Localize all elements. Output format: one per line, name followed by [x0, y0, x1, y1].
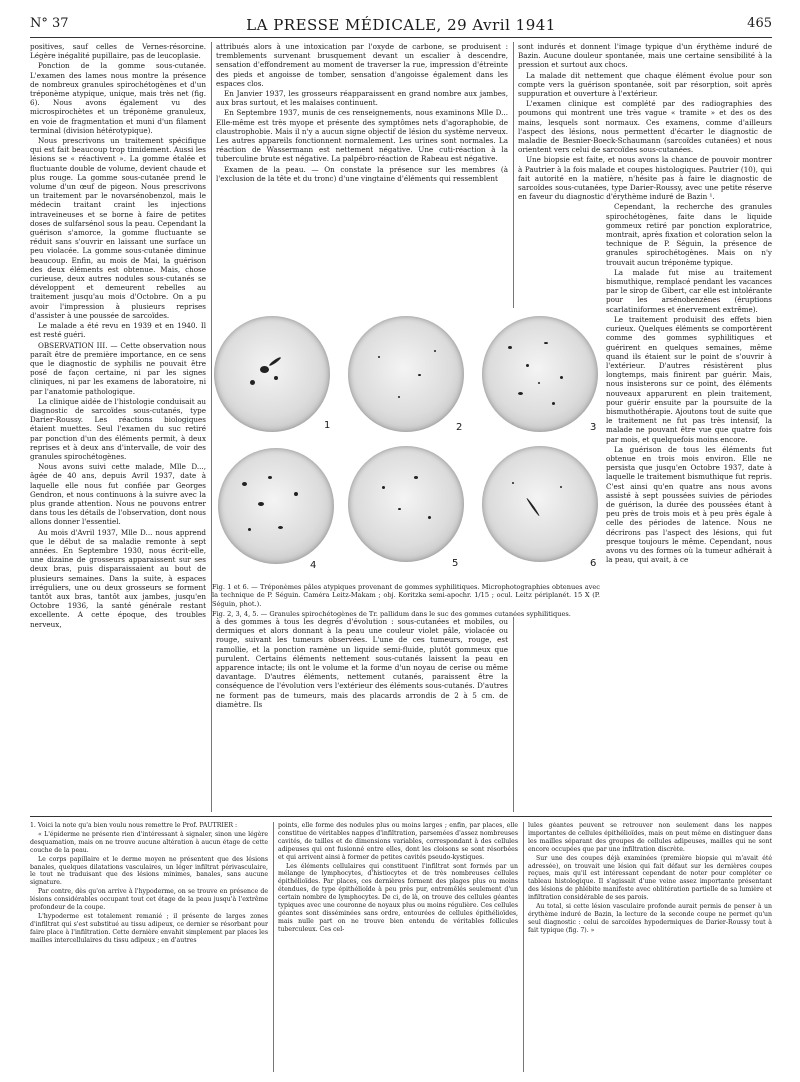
paragraph: La clinique aidée de l'histologie conduisait au diagnostic de sarcoïdes sous-cutanés, type Darier-Roussy. Les réactions biologiques étaient muettes. Seul l'examen du suc retiré par ponction d'un des éléments permit, à deux reprises et à deux ans d'intervalle, de voir des granules spirochétogènes. [30, 396, 206, 461]
granule-mark [560, 486, 562, 488]
granule-mark [268, 476, 272, 479]
footnote-paragraph: points, elle forme des nodules plus ou moins larges ; enfin, par places, elle constitue de véritables nappes d'infiltration, parsemées d'assez nombreuses cavités, de tailles et de dimensions variables, correspondant à des cellules adipeuses qui ont fusionné entre elles, dont les cloisons se sont résorbées et qui arrivent ainsi à former de petites cavités pseudo-kystiques. [278, 822, 518, 861]
footnote-paragraph: Au total, si cette lésion vasculaire profonde aurait permis de penser à un érythème induré de Bazin, la lecture de la seconde coupe ne permet qu'un seul diagnostic : celui de sarcoïdes hypodermiques de Darier-Roussy tout à fait typique (fig. 7). » [528, 903, 772, 934]
footnote-column-right [528, 822, 772, 1072]
paragraph: Ponction de la gomme sous-cutanée. L'examen des lames nous montre la présence de nombreux granules spirochétogènes et d'un tréponème atypique, unique, mais très net (fig. 6). Nous avons également vu des microspirochètes et un tréponème granuleux, en voie de fragmentation et muni d'un filament terminal (division hétérotypique). [30, 61, 206, 135]
treponeme-mark [260, 366, 269, 373]
plate-1 [214, 316, 330, 432]
granule-mark [518, 392, 523, 395]
paragraph: OBSERVATION III. — Cette observation nous paraît être de première importance, en ce sens que le diagnostic de syphilis ne pouvait être posé de façon certaine, ni par les signes cliniques, ni par les examens de laboratoire, ni par l'anatomie pathologique. [30, 340, 206, 396]
granule-mark [428, 516, 431, 519]
granule-mark [250, 380, 255, 385]
paragraph: En Septembre 1937, munis de ces renseignements, nous examinons Mlle D... Elle-même est très myope et présente des symptômes nets d'agoraphobie, de claustrophobie. Mais il n'y a aucun signe objectif de lésion du système nerveux. Les autres appareils fonctionnent normalement. Les urines sont normales. La réaction de Wassermann est nettement négative. Une cuti-réaction à la tuberculine brute est négative. La palpébro-réaction de Rabeau est négative. [216, 108, 508, 164]
text-column-2-bottom [216, 617, 508, 812]
microphotograph-figure [212, 312, 600, 574]
footnote-paragraph: 1. Voici la note qu'a bien voulu nous remettre le Prof. PAUTRIER : [30, 822, 238, 829]
page-header [30, 16, 772, 36]
footnote-paragraph: Le corps papillaire et le derme moyen ne présentent que des lésions banales, quelques dilatations vasculaires, un léger infiltrat périvasculaire, le tout ne traduisant que des lésions minimes, banales, sans aucune signature. [30, 855, 268, 887]
plate-6-label: 6 [590, 558, 597, 569]
footnote-column-middle [278, 822, 518, 1072]
plate-5-label: 5 [452, 558, 459, 569]
footnote-paragraph: « L'épiderme ne présente rien d'intéressant à signaler, sinon une légère desquamation, mais on ne trouve aucune altération à aucun étage de cette couche de la peau. [30, 830, 268, 854]
column-divider [513, 617, 514, 812]
granule-mark [544, 342, 548, 344]
footnote-paragraph: Les éléments cellulaires qui constituent l'infiltrat sont formés par un mélange de lymphocytes, d'histiocytes et de très nombreuses cellules épithélioïdes. Par places, ces dernières forment des plages plus ou moins étendues, de type épithélioïde à peu près pur, entremêlés seulement d'un certain nombre de lymphocytes. De ci, de là, on trouve des cellules géantes typiques avec une couronne de noyaux plus ou moins régulière. Ces cellules géantes sont disséminées sans ordre, entourées de cellules épithélioïdes, mais nulle part on ne trouve bien entendu de véritables follicules tuberculeux. Ces cel- [278, 862, 518, 933]
footnote-rule [30, 816, 772, 817]
paragraph: à des gommes à tous les degrés d'évolution : sous-cutanées et mobiles, ou dermiques et alors donnant à la peau une couleur violet pâle, violacée ou rouge, suivant les tumeurs observées. L'une de ces tumeurs, rouge, est ramollie, et la ponction ramène un liquide semi-fluide, plutôt gommeux que purulent. Certains éléments nettement sous-cutanés laissent la peau en apparence intacte; ils ont le volume et la forme d'un noyau de cerise ou même davantage. D'autres éléments, nettement cutanés, paraissent être la conséquence de l'évolution vers l'extérieur des éléments sous-cutanés. D'autres ne forment pas de tumeurs, mais des placards arrondis de 2 à 5 cm. de diamètre. Ils [216, 617, 508, 709]
paragraph: Une biopsie est faite, et nous avons la chance de pouvoir montrer à Pautrier à la fois malade et coupes histologiques. Pautrier (10), qui fait autorité en la matière, n'hésite pas à faire le diagnostic de sarcoïdes sous-cutanées, type Darier-Roussy, avec une petite réserve en faveur du diagnostic d'érythème induré de Bazin ¹. [518, 155, 772, 202]
text-column-2-top [216, 42, 508, 308]
paragraph: Nous avons suivi cette malade, Mlle D..., âgée de 40 ans, depuis Avril 1937, date à laquelle elle nous fut confiée par Georges Gendron, et nous continuons à la suivre avec la plus grande attention. Nous ne pouvons entrer dans tous les détails de l'observation, dont nous allons donner l'essentiel. [30, 462, 206, 527]
plate-6 [482, 446, 598, 562]
granule-mark [278, 526, 283, 529]
treponeme-mark [268, 356, 281, 366]
granule-mark [434, 350, 436, 352]
granule-mark [294, 492, 298, 496]
granule-mark [552, 402, 555, 405]
column-divider [513, 42, 514, 308]
figure-caption [212, 583, 600, 621]
paragraph: sont indurés et donnent l'image typique d'un érythème induré de Bazin. Aucune douleur spontanée, mais une certaine sensibilité à la pression et surtout aux chocs. [518, 42, 772, 70]
paragraph: La guérison de tous les éléments fut obtenue en trois mois environ. Elle ne persista que jusqu'en Octobre 1937, date à laquelle le traitement bismuthique fut repris. C'est ainsi qu'en quatre ans nous avons assisté à sept poussées suivies de périodes de guérison, la durée des poussées étant à peu près de trois mois et à peu près égale à celle des périodes de latence. Nous ne décrirons pas l'aspect des lésions, qui fut presque toujours le même. Cependant, nous avons vu des formes où la tumeur adhérait à la peau, qui avait, à ce [606, 444, 772, 565]
text-column-1 [30, 42, 206, 812]
footnote-column-left [30, 822, 268, 1072]
column-divider [273, 822, 274, 1072]
paragraph: La malade dit nettement que chaque élément évolue pour son compte vers la guérison spontanée, soit par résorption, soit après suppuration et ouverture à l'extérieur. [518, 70, 772, 99]
footnote-paragraph: L'hypoderme est totalement remanié ; il présente de larges zones d'infiltrat qui s'est substitué au tissu adipeux, ce dernier se résorbant pour faire place à l'infiltration. Cette dernière envahit simplement par places les mailles intercellulaires du tissu adipeux ; en d'autres [30, 912, 268, 944]
granule-mark [508, 346, 512, 349]
granule-mark [418, 374, 421, 376]
plate-1-label: 1 [324, 420, 331, 431]
granule-mark [398, 508, 401, 510]
plate-2 [348, 316, 464, 432]
paragraph: positives, sauf celles de Vernes-résorcine. Légère inégalité pupillaire, pas de leucoplasie. [30, 42, 206, 61]
granule-mark [414, 476, 418, 479]
caption-fig-1-6: Fig. 1 et 6. — Tréponèmes pâles atypiques provenant de gommes syphilitiques. Microphotographies obtenues avec la technique de P. Séguin. Caméra Leitz-Makam ; obj. Koritzka semi-apochr. 1/15 ; ocul. Leitz périplanét. 15 X (P. Séguin, phot.). [212, 583, 600, 608]
plate-5 [348, 446, 464, 562]
paragraph: Au mois d'Avril 1937, Mlle D... nous apprend que le début de sa maladie remonte à sept années. En Septembre 1930, nous écrit-elle, une dizaine de grosseurs apparaissent sur ses deux bras, puis disparaissaient au bout de plusieurs semaines. Dans la suite, à espaces irréguliers, une ou deux grosseurs se forment tantôt aux bras, tantôt aux jambes, jusqu'en Octobre 1936, la santé générale restant excellente. A cette époque, des troubles nerveux, [30, 527, 206, 629]
plate-3-label: 3 [590, 422, 597, 433]
plate-4-label: 4 [310, 560, 317, 571]
issue-number: N° 37 [30, 16, 69, 31]
paragraph: Le traitement produisit des effets bien curieux. Quelques éléments se comportèrent comme des gommes syphilitiques et guérirent en quelques semaines, même quand ils étaient sur le point de s'ouvrir à l'extérieur. D'autres résistèrent plus longtemps, mais finirent par guérir. Mais, nous insisterons sur ce point, des éléments nouveaux apparurent en plein traitement, pour guérir ensuite par la poursuite de la bismuthothérapie. Ajoutons tout de suite que le traitement ne fut pas très intensif, la malade ne pouvant être vue que quatre fois par mois, et quelquefois moins encore. [606, 314, 772, 444]
granule-mark [382, 486, 385, 489]
column-divider [523, 822, 524, 1072]
paragraph: Cependant, la recherche des granules spirochétogènes, faite dans le liquide gommeux retiré par ponction exploratrice, montrait, après fixation et coloration selon la technique de P. Séguin, la présence de granules spirochétogènes. Mais on n'y trouvait aucun tréponème typique. [606, 202, 772, 267]
plate-2-label: 2 [456, 422, 463, 433]
granule-mark [560, 376, 563, 379]
granule-mark [258, 502, 264, 506]
plate-3 [482, 316, 598, 432]
paragraph: Examen de la peau. — On constate la présence sur les membres (à l'exclusion de la tête et du tronc) d'une vingtaine d'éléments qui ressemblent [216, 164, 508, 183]
footnote-paragraph: Par contre, dès qu'on arrive à l'hypoderme, on se trouve en présence de lésions considérables occupant tout cet étage de la peau jusqu'à l'extrême profondeur de la coupe. [30, 888, 268, 912]
granule-mark [512, 482, 514, 484]
granule-mark [248, 528, 251, 531]
paragraph: Le malade a été revu en 1939 et en 1940. Il est resté guéri. [30, 321, 206, 340]
paragraph: La malade fut mise au traitement bismuthique, remplacé pendant les vacances par le sirop de Gibert, car elle est intolérante pour les arsénobenzènes (éruptions scarlatiniformes et énervement extrême). [606, 267, 772, 314]
paragraph: L'examen clinique est complété par des radiographies des poumons qui montrent une très vague « tramite » et des os des mains, lesquels sont normaux. Ces examens, comme d'ailleurs l'aspect des lésions, nous permettent d'écarter le diagnostic de maladie de Besnier-Boeck-Schaumann (sarcoïdes cutanées) et nous orientent vers celui de sarcoïdes sous-cutanées. [518, 99, 772, 155]
paragraph: Nous prescrivons un traitement spécifique qui est fait beaucoup trop timidement. Aussi les lésions se « réactivent ». La gomme étalée et fluctuante double de volume, devient chaude et plus rouge. La gomme sous-cutanée prend le volume d'un œuf de pigeon. Nous prescrivons un traitement par le novarsénobenzol, mais le médecin traitant craint les injections intraveineuses et se borne à faire de petites doses de sulfarsénol sous la peau. Cependant la guérison s'amorce, la gomme fluctuante se réduit sans s'ouvrir en laissant une surface un peu violacée. La gomme sous-cutanée diminue beaucoup. Enfin, au mois de Mai, la guérison des deux éléments est obtenue. Mais, chose curieuse, deux autres nodules sous-cutanés se développent et demeurent rebelles au traitement jusqu'au mois d'Octobre. On a pu avoir l'impression à plusieurs reprises d'assister à une poussée de sarcoïdes. [30, 136, 206, 320]
treponeme-mark [526, 497, 540, 516]
granule-mark [538, 382, 540, 384]
journal-title: LA PRESSE MÉDICALE, 29 Avril 1941 [246, 16, 556, 34]
granule-mark [274, 376, 278, 380]
plate-4 [218, 448, 334, 564]
caption-fig-2-5: Fig. 2, 3, 4, 5. — Granules spirochétogènes de Tr. pallidum dans le suc des gommes cutanées syphilitiques. [212, 610, 571, 619]
page-number: 465 [747, 16, 772, 31]
granule-mark [242, 482, 247, 486]
granule-mark [526, 364, 529, 367]
header-rule [30, 37, 772, 38]
granule-mark [398, 396, 400, 398]
paragraph: En Janvier 1937, les grosseurs réapparaissent en grand nombre aux jambes, aux bras surtout, et les malaises continuent. [216, 89, 508, 108]
footnote-paragraph: lules géantes peuvent se retrouver non seulement dans les nappes importantes de cellules épithélioïdes, mais on peut même en distinguer dans les mailles séparant des groupes de cellules adipeuses, mailles qui ne sont encore occupées que par une infiltration discrète. [528, 822, 772, 853]
paragraph: attribués alors à une intoxication par l'oxyde de carbone, se produisent : tremblements survenant brusquement devant un escalier à descendre, sensation d'effondrement au moment de traverser la rue, impression d'étreinte des pieds et angoisse de tomber, sensation d'angoisse également dans les espaces clos. [216, 42, 508, 88]
granule-mark [378, 356, 380, 358]
footnote-paragraph: Sur une des coupes déjà examinées (première biopsie qui m'avait été adressée), on trouvait une lésion qui fait défaut sur les dernières coupes reçues, mais qu'il est intéressant cependant de noter pour compléter ce tableau histologique. Il s'agissait d'une veine assez importante présentant des lésions de phlébite manifeste avec oblitération partielle de sa lumière et infiltration considérable de ses parois. [528, 854, 772, 902]
